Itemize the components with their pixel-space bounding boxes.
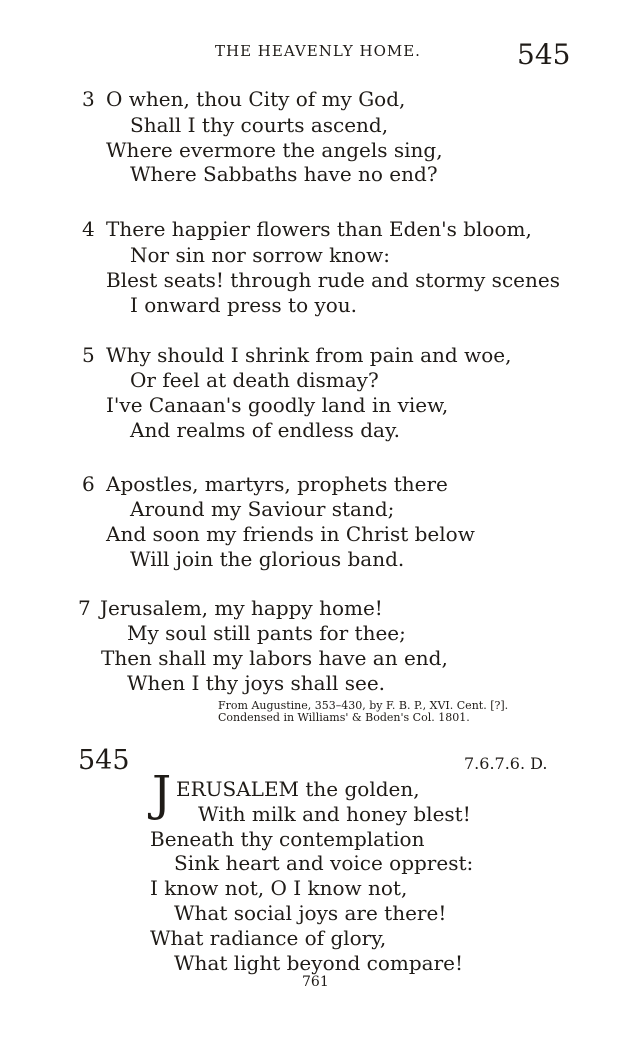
verse-line: Beneath thy contemplation [150,827,425,851]
verse-line: I know not, O I know not, [150,876,408,900]
verse-line: Then shall my labors have an end, [101,646,448,670]
verse-line: Or feel at death dismay? [130,368,379,392]
verse-line: What radiance of glory, [150,926,387,950]
verse-line-first: ERUSALEM the golden, [176,777,420,801]
stanza-number: 7 [78,596,91,620]
verse-line: Jerusalem, my happy home! [100,596,383,620]
verse-line: I onward press to you. [130,293,358,317]
verse-line: And soon my friends in Christ below [106,522,475,546]
verse-line: Nor sin nor sorrow know: [130,243,391,267]
verse-line: Blest seats! through rude and stormy scenes [106,268,560,292]
verse-line: Around my Saviour stand; [130,497,395,521]
verse-line: With milk and honey blest! [198,802,471,826]
verse-line: Sink heart and voice opprest: [174,851,474,875]
verse-line: I've Canaan's goodly land in view, [106,393,449,417]
verse-line: Why should I shrink from pain and woe, [106,343,512,367]
stanza-number: 5 [82,343,95,367]
verse-line: My soul still pants for thee; [127,621,406,645]
page-number: 761 [302,974,329,990]
stanza-number: 4 [82,217,95,241]
verse-line: Will join the glorious band. [130,547,405,571]
verse-line: There happier flowers than Eden's bloom, [106,217,532,241]
verse-line: Shall I thy courts ascend, [130,113,389,137]
verse-line: Where Sabbaths have no end? [130,162,438,186]
running-header-hymn-number: 545 [517,38,571,71]
stanza-number: 3 [82,87,95,111]
verse-line: Where evermore the angels sing, [106,138,443,162]
stanza-number: 6 [82,472,95,496]
verse-line: What social joys are there! [174,901,447,925]
hymn-credit: From Augustine, 353–430, by F. B. P., XVI. Cent. [?]. [218,699,509,712]
verse-line: Apostles, martyrs, prophets there [106,472,448,496]
verse-line: What light beyond compare! [174,951,464,975]
verse-line: And realms of endless day. [130,418,400,442]
running-header-title: THE HEAVENLY HOME. [215,42,421,60]
hymn-credit: Condensed in Williams' & Boden's Col. 1801. [218,711,470,724]
hymn-meter: 7.6.7.6. D. [464,754,548,773]
verse-line: When I thy joys shall see. [127,671,386,695]
hymn-number: 545 [78,745,130,776]
drop-cap: J [152,766,172,822]
verse-line: O when, thou City of my God, [106,87,406,111]
